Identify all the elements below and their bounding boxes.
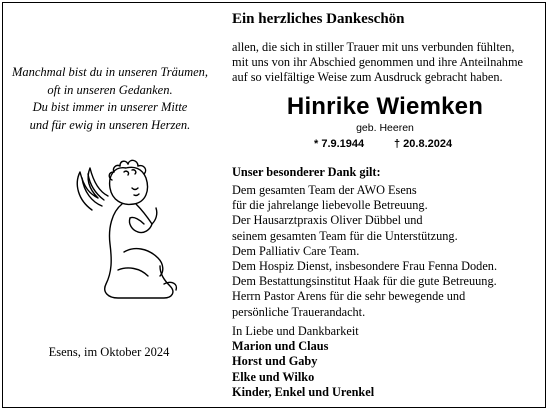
poem-line: Du bist immer in unserer Mitte: [32, 100, 188, 114]
thanks-line: Dem gesamten Team der AWO Esens: [232, 183, 417, 197]
birth-date: * 7.9.1944: [314, 138, 365, 150]
thanks-line: persönliche Trauerandacht.: [232, 304, 366, 319]
family-member: Kinder, Enkel und Urenkel: [232, 384, 375, 399]
thanks-line: Herrn Pastor Arens für die sehr bewegende und: [232, 289, 466, 304]
closing-intro: In Liebe und Dankbarkeit: [232, 324, 359, 338]
thanks-line: seinem gesamten Team für die Unterstützung.: [232, 228, 458, 243]
family-member: Elke und Wilko: [232, 369, 315, 384]
thanks-line: Der Hausarztpraxis Oliver Dübbel und: [232, 213, 423, 228]
praying-angel-icon: [68, 148, 188, 308]
thanks-line: für die jahrelange liebevolle Betreuung.: [232, 198, 428, 213]
place-date: Esens, im Oktober 2024: [48, 345, 170, 359]
poem: [8, 64, 212, 134]
death-date: † 20.8.2024: [394, 138, 453, 150]
intro-line: allen, die sich in stiller Trauer mit uns verbunden fühlten,: [232, 40, 515, 54]
intro-text: [232, 40, 523, 85]
thanks-heading: Unser besonderer Dank gilt:: [232, 165, 381, 179]
thanks-list: [232, 183, 497, 320]
intro-line: mit uns von ihr Abschied genommen und ihre Anteilnahme: [232, 55, 523, 69]
thanks-line: Dem Bestattungsinstitut Haak für die gute Betreuung.: [232, 274, 497, 289]
thanks-line: Dem Palliativ Care Team.: [232, 243, 360, 258]
deceased-name: Hinrike Wiemken: [286, 93, 484, 120]
maiden-name: geb. Heeren: [356, 122, 414, 134]
thanks-line: Dem Hospiz Dienst, insbesondere Frau Fenna Doden.: [232, 259, 498, 274]
family-member: Marion und Claus: [232, 339, 329, 354]
family-member: Horst und Gaby: [232, 354, 318, 369]
notice-title: Ein herzliches Dankeschön: [232, 11, 405, 27]
poem-line: Manchmal bist du in unseren Träumen,: [11, 65, 209, 79]
intro-line: auf so vielfältige Weise zum Ausdruck gebracht haben.: [232, 70, 503, 84]
poem-line: und für ewig in unseren Herzen.: [29, 117, 191, 132]
poem-line: oft in unseren Gedanken.: [47, 82, 173, 97]
closing-block: [232, 324, 374, 400]
